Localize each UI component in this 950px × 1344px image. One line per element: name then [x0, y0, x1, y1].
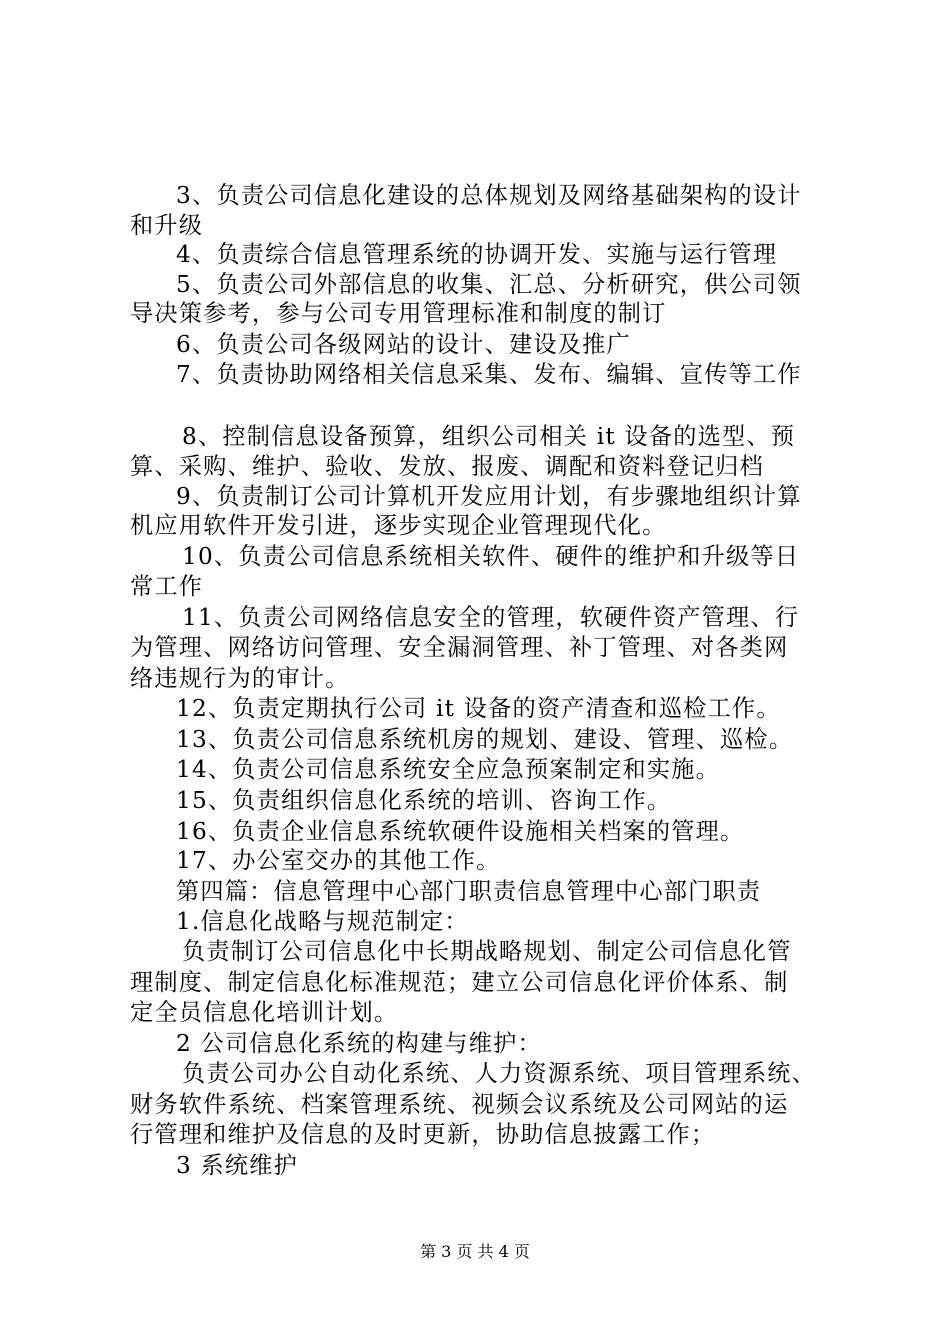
paragraph-line: 9、负责制订公司计算机开发应用计划，有步骤地组织计算 — [176, 483, 802, 510]
page-footer: 第 3 页 共 4 页 — [420, 1242, 530, 1261]
paragraph-line: 13、负责公司信息系统机房的规划、建设、管理、巡检。 — [176, 726, 794, 753]
paragraph-line: 6、负责公司各级网站的设计、建设及推广 — [176, 331, 631, 358]
paragraph-line: 算、采购、维护、验收、发放、报废、调配和资料登记归档 — [130, 453, 765, 480]
subsection-heading: 3 系统维护 — [176, 1152, 299, 1179]
section-heading: 第四篇：信息管理中心部门职责信息管理中心部门职责 — [176, 878, 762, 905]
paragraph-line: 络违规行为的审计。 — [130, 665, 350, 692]
paragraph-line: 16、负责企业信息系统软硬件设施相关档案的管理。 — [176, 818, 745, 845]
paragraph-line: 定全员信息化培训计划。 — [130, 999, 399, 1026]
paragraph-line: 为管理、网络访问管理、安全漏洞管理、补丁管理、对各类网 — [130, 634, 789, 661]
paragraph-line: 3、负责公司信息化建设的总体规划及网络基础架构的设计 — [176, 182, 802, 209]
paragraph-line: 5、负责公司外部信息的收集、汇总、分析研究，供公司领 — [176, 271, 802, 298]
paragraph-line: 机应用软件开发引进，逐步实现企业管理现代化。 — [130, 512, 667, 539]
paragraph-line: 行管理和维护及信息的及时更新，协助信息披露工作； — [130, 1121, 716, 1148]
subsection-heading: 1.信息化战略与规范制定： — [176, 908, 469, 935]
paragraph-line: 7、负责协助网络相关信息采集、发布、编辑、宣传等工作 — [176, 361, 802, 388]
paragraph-line: 导决策参考，参与公司专用管理标准和制度的制订 — [130, 300, 667, 327]
paragraph-line: 14、负责公司信息系统安全应急预案制定和实施。 — [176, 756, 721, 783]
paragraph-line: 理制度、制定信息化标准规范；建立公司信息化评价体系、制 — [130, 969, 789, 996]
paragraph-line: 15、负责组织信息化系统的培训、咨询工作。 — [176, 787, 672, 814]
paragraph-line: 负责制订公司信息化中长期战略规划、制定公司信息化管 — [182, 938, 792, 965]
paragraph-line: 负责公司办公自动化系统、人力资源系统、项目管理系统、 — [182, 1060, 817, 1087]
paragraph-line: 12、负责定期执行公司 it 设备的资产清查和巡检工作。 — [176, 695, 781, 722]
paragraph-line: 财务软件系统、档案管理系统、视频会议系统及公司网站的运 — [130, 1091, 789, 1118]
paragraph-line: 常工作 — [130, 573, 204, 600]
paragraph-line: 8、控制信息设备预算，组织公司相关 it 设备的选型、预 — [182, 423, 796, 450]
paragraph-line: 4、负责综合信息管理系统的协调开发、实施与运行管理 — [176, 241, 778, 268]
subsection-heading: 2 公司信息化系统的构建与维护： — [176, 1030, 542, 1057]
paragraph-line: 11、负责公司网络信息安全的管理，软硬件资产管理、行 — [182, 604, 800, 631]
paragraph-line: 和升级 — [130, 212, 204, 239]
paragraph-line: 10、负责公司信息系统相关软件、硬件的维护和升级等日 — [182, 543, 800, 570]
paragraph-line: 17、办公室交办的其他工作。 — [176, 847, 501, 874]
